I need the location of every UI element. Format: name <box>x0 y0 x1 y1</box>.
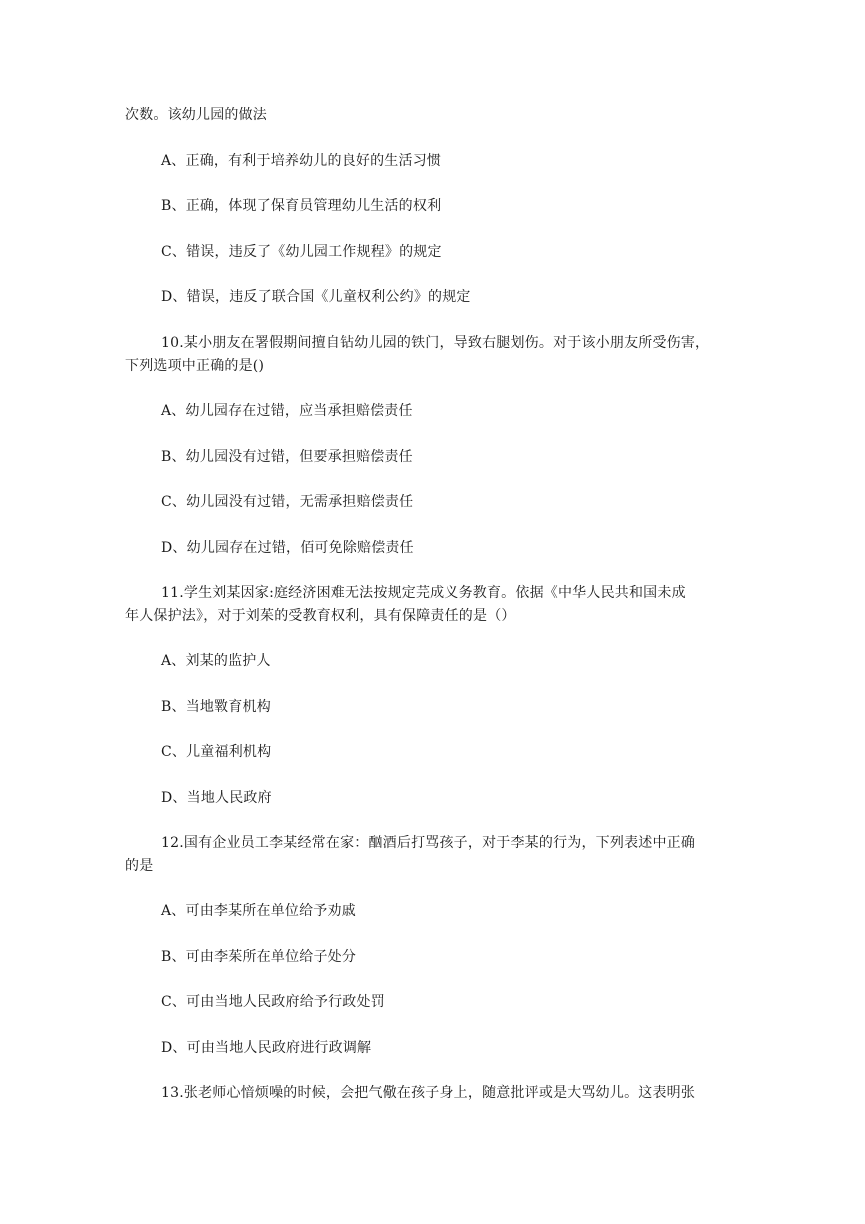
option-c-q12: C、可由当地人民政府给予行政处罚 <box>161 994 385 1010</box>
option-d-q12: D、可由当地人民政府进行政调解 <box>161 1040 372 1056</box>
option-b-q11: B、当地斁育机构 <box>161 699 271 715</box>
option-c-q10: C、幼儿园没有过错，无需承担赔偿责任 <box>161 494 414 510</box>
question-13-line-1: 13.张老师心愔烦噪的时候，会把气儆在孩子身上，随意批评或是大骂幼儿。这表明张 <box>161 1085 696 1101</box>
question-11-line-1: 11.学生刘某因家:庭经济困难无法按规定芫成义务教育。依据《中华人民共和国未成 <box>161 585 686 601</box>
option-d-q11: D、当地人民政府 <box>161 790 272 806</box>
option-b-q9: B、正确，体现了保育员管理幼儿生活的权利 <box>161 198 442 214</box>
option-b-q12: B、可由李茱所在单位给子处分 <box>161 949 357 965</box>
question-12-line-1: 12.国有企业员工李某经常在家：酗酒后打骂孩子，对于李某的行为，下列表述中正确 <box>161 835 696 851</box>
question-10-line-2: 下列选项中正确的是() <box>125 358 265 374</box>
option-c-q9: C、错误，违反了《幼儿园工作规程》的规定 <box>161 244 442 260</box>
option-a-q12: A、可由李某所在单位给予劝戚 <box>161 903 356 919</box>
option-c-q11: C、儿童福利机构 <box>161 744 272 760</box>
text-line-1: 次数。该幼儿园的做法 <box>125 107 267 123</box>
option-b-q10: B、幼儿园没有过错，但要承担赔偿责任 <box>161 449 413 465</box>
option-a-q9: A、正确，有利于培养幼儿的良好的生活习惯 <box>161 153 442 169</box>
option-d-q9: D、错误，违反了联合国《儿童权利公约》的规定 <box>161 289 471 305</box>
question-10-line-1: 10.某小朋友在署假期间擅自钻幼儿园的铁门，导致右腿划伤。对于该小朋友所受伤害， <box>161 335 710 351</box>
question-11-line-2: 年人保护法》，对于刘茱的受教育权利，具有保障责任的是（） <box>125 608 516 624</box>
option-a-q10: A、幼儿园存在过错，应当承担赔偿责任 <box>161 403 413 419</box>
question-12-line-2: 的是 <box>125 858 154 874</box>
option-d-q10: D、幼儿园存在过错，佰可免除赔偿责任 <box>161 540 414 556</box>
option-a-q11: A、刘某的监护人 <box>161 653 271 669</box>
